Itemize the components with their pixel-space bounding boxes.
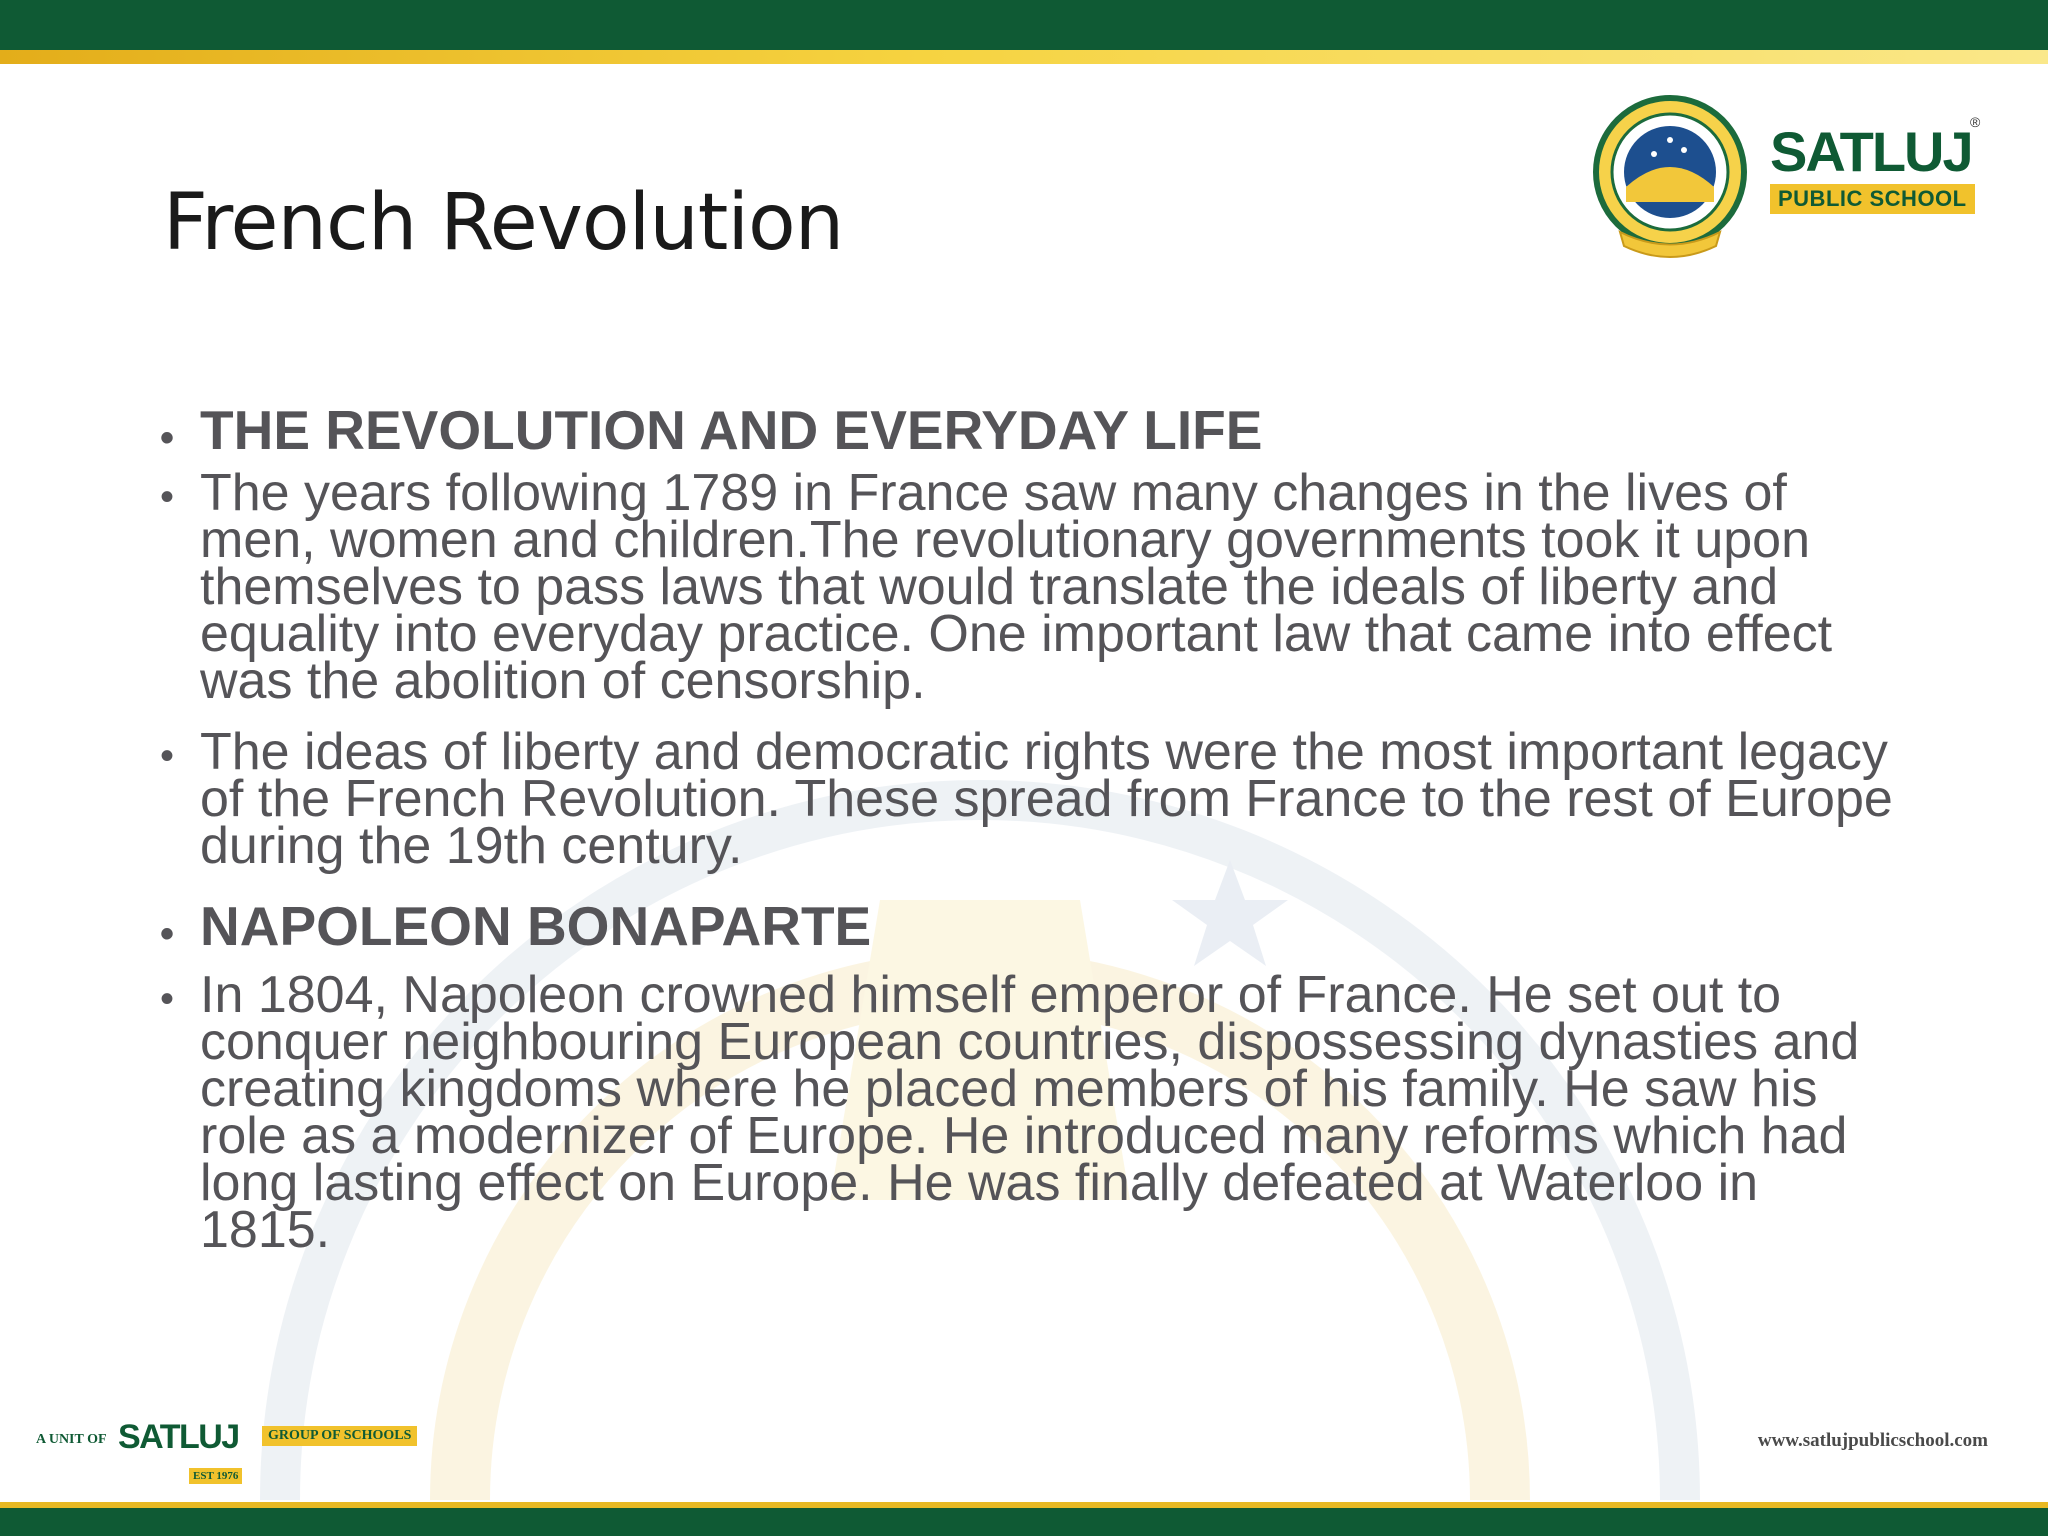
school-seal-icon	[1590, 92, 1750, 262]
bullet-icon: •	[160, 475, 175, 519]
list-item	[160, 464, 1900, 710]
registered-mark: ®	[1970, 114, 1981, 130]
list-item	[160, 398, 1900, 462]
group-label: GROUP OF SCHOOLS	[262, 1426, 417, 1446]
section-heading: NAPOLEON BONAPARTE	[200, 895, 872, 957]
logo-brand-name: SATLUJ	[1770, 120, 1972, 183]
est-badge: EST 1976	[189, 1468, 242, 1484]
logo-brand-subtitle: PUBLIC SCHOOL	[1770, 184, 1975, 214]
paragraph-text: The ideas of liberty and democratic rights were the most important legacy of the French Revolution. These spread from France to the rest of Europe during the 19th century.	[200, 723, 1893, 875]
slide-title: French Revolution	[163, 178, 844, 268]
paragraph-text: In 1804, Napoleon crowned himself emperor of France. He set out to conquer neighbouring European countries, dispossessing dynasties and creating kingdoms where he placed members of his family. He saw his role as a modernizer of Europe. He introduced many reforms which had long lasting effect on Europe. He was finally defeated at Waterloo in 1815.	[200, 966, 1860, 1259]
paragraph-text: The years following 1789 in France saw many changes in the lives of men, women and children.The revolutionary governments took it upon themselves to pass laws that would translate the ideals of liberty and equality into everyday practice. One important law that came into effect was the abolition of censorship.	[200, 464, 1833, 710]
bottom-brand-bar	[0, 1508, 2048, 1536]
group-footer-logo	[36, 1412, 456, 1492]
slide-content-list	[160, 398, 1900, 1278]
list-item	[160, 966, 1900, 1259]
section-heading: THE REVOLUTION AND EVERYDAY LIFE	[200, 399, 1263, 461]
bullet-icon: •	[160, 734, 175, 778]
unit-of-label: A UNIT OF	[36, 1432, 107, 1447]
list-item	[160, 723, 1900, 875]
bullet-icon: •	[160, 912, 175, 956]
group-name: SATLUJ	[118, 1418, 239, 1456]
bullet-icon: •	[160, 416, 175, 460]
bullet-icon: •	[160, 977, 175, 1021]
top-accent-stripe	[0, 50, 2048, 64]
footer-website-url: www.satlujpublicschool.com	[1757, 1430, 1988, 1451]
school-logo	[1590, 92, 1990, 272]
top-brand-bar	[0, 0, 2048, 50]
list-item	[160, 894, 1900, 958]
